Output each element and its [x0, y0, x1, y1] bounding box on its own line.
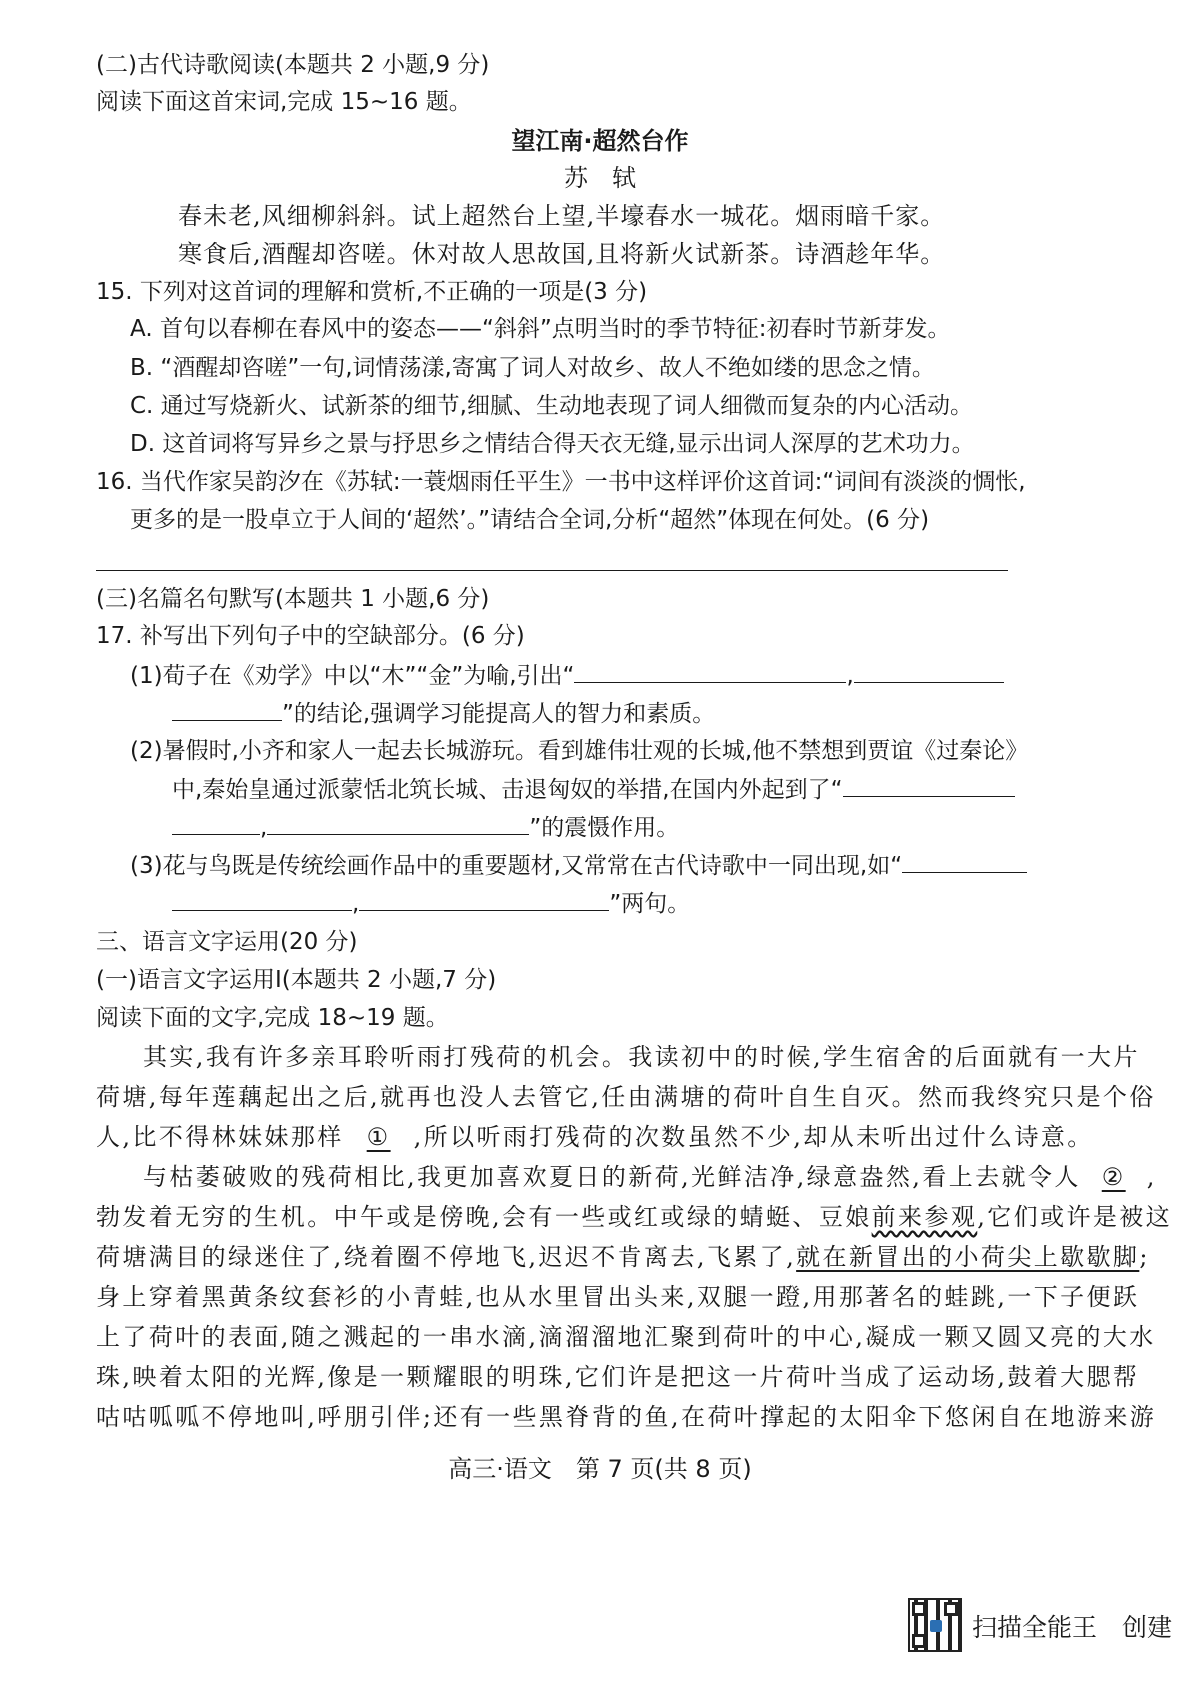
question-17-item-3-line-1	[130, 850, 1027, 881]
question-15-stem: 15. 下列对这首词的理解和赏析,不正确的一项是(3 分)	[96, 279, 648, 305]
passage-text: ,	[1146, 1163, 1157, 1191]
passage-text: 荷塘满目的绿迷住了,绕着圈不停地飞,迟迟不肯离去,飞累了,	[96, 1243, 797, 1271]
question-16-line-1: 16. 当代作家吴韵汐在《苏轼:一蓑烟雨任平生》一书中这样评价这首词:“词间有淡淡的惆怅,	[96, 469, 1026, 495]
underlined-phrase: 就在新冒出的小荷尖上歇歇脚	[796, 1243, 1140, 1271]
fill-blank[interactable]	[359, 888, 609, 911]
fill-blank[interactable]	[854, 660, 1004, 683]
item-1-text-start: (1)荀子在《劝学》中以“木”“金”为喻,引出“	[130, 663, 575, 689]
question-17-stem: 17. 补写出下列句子中的空缺部分。(6 分)	[96, 623, 525, 649]
question-15-option-b: B. “酒醒却咨嗟”一句,词情荡漾,寄寓了词人对故乡、故人不绝如缕的思念之情。	[130, 355, 935, 381]
passage-text: ,所以听雨打残荷的次数虽然不少,却从未听出过什么诗意。	[413, 1123, 1094, 1151]
poem-line-1: 春未老,风细柳斜斜。试上超然台上望,半壕春水一城花。烟雨暗千家。	[178, 202, 946, 230]
question-17-item-1-cont	[172, 698, 715, 729]
answer-line	[96, 570, 1008, 571]
passage-text: 人,比不得林妹妹那样	[96, 1123, 344, 1151]
blank-marker-1: ①	[366, 1123, 391, 1151]
question-17-item-2-line-2	[172, 774, 1015, 805]
passage-line: 咕咕呱呱不停地叫,呼朋引伴;还有一些黑脊背的鱼,在荷叶撑起的太阳伞下悠闲自在地游来游	[96, 1403, 1157, 1431]
section-header-famous-lines: (三)名篇名句默写(本题共 1 小题,6 分)	[96, 586, 490, 612]
fill-blank[interactable]	[902, 850, 1027, 873]
passage-line: 珠,映着太阳的光辉,像是一颗耀眼的明珠,它们许是把这一片荷叶当成了运动场,鼓着大腮帮	[96, 1363, 1140, 1391]
passage-text: ;	[1139, 1243, 1150, 1271]
poetry-instruction: 阅读下面这首宋词,完成 15~16 题。	[96, 89, 472, 115]
passage-line	[143, 1162, 1157, 1192]
passage-text: ,它们或许是被这	[977, 1203, 1173, 1231]
passage-line: 上了荷叶的表面,随之溅起的一串水滴,滴溜溜地汇聚到荷叶的中心,凝成一颗又圆又亮的大水	[96, 1323, 1156, 1351]
page-footer: 高三·语文 第 7 页(共 8 页)	[448, 1455, 752, 1483]
question-17-item-2-line-3	[172, 812, 679, 843]
blank-marker-2: ②	[1101, 1163, 1126, 1191]
fill-blank[interactable]	[172, 698, 282, 721]
section-header-ancient-poetry: (二)古代诗歌阅读(本题共 2 小题,9 分)	[96, 52, 490, 78]
passage-text: 勃发着无穷的生机。中午或是傍晚,会有一些或红或绿的蜻蜓、豆娘	[96, 1203, 872, 1231]
poem-author: 苏 轼	[564, 164, 636, 192]
subsection-header: (一)语言文字运用Ⅰ(本题共 2 小题,7 分)	[96, 967, 497, 993]
passage-line: 荷塘,每年莲藕起出之后,就再也没人去管它,任由满塘的荷叶自生自灭。然而我终究只是个俗	[96, 1083, 1156, 1111]
item-3-text: (3)花与鸟既是传统绘画作品中的重要题材,又常常在古代诗歌中一同出现,如“	[130, 853, 903, 879]
item-2-comma: ,	[260, 815, 268, 841]
question-15-option-c: C. 通过写烧新火、试新茶的细节,细腻、生动地表现了词人细微而复杂的内心活动。	[130, 393, 973, 419]
passage-line: 身上穿着黑黄条纹套衫的小青蛙,也从水里冒出头来,双腿一蹬,用那著名的蛙跳,一下子便跃	[96, 1283, 1140, 1311]
poem-line-2: 寒食后,酒醒却咨嗟。休对故人思故国,且将新火试新茶。诗酒趁年华。	[178, 240, 946, 268]
question-16-line-2: 更多的是一股卓立于人间的‘超然’。”请结合全词,分析“超然”体现在何处。(6 分)	[130, 507, 930, 533]
qr-code-icon	[908, 1598, 962, 1652]
fill-blank[interactable]	[172, 888, 352, 911]
fill-blank[interactable]	[574, 660, 846, 683]
passage-line	[96, 1202, 1172, 1232]
question-17-item-2-line-1: (2)暑假时,小齐和家人一起去长城游玩。看到雄伟壮观的长城,他不禁想到贾谊《过秦论》	[130, 738, 1029, 764]
item-3-text-end: ”两句。	[609, 891, 691, 917]
item-1-comma: ,	[846, 663, 854, 689]
section-header-language-use: 三、语言文字运用(20 分)	[96, 929, 358, 955]
fill-blank[interactable]	[843, 774, 1015, 797]
passage-line	[96, 1122, 1094, 1152]
question-15-option-a: A. 首句以春柳在春风中的姿态——“斜斜”点明当时的季节特征:初春时节新芽发。	[130, 316, 951, 342]
wavy-underlined-phrase: 前来参观	[871, 1203, 978, 1231]
question-15-option-d: D. 这首词将写异乡之景与抒思乡之情结合得天衣无缝,显示出词人深厚的艺术功力。	[130, 431, 975, 457]
passage-line	[96, 1242, 1150, 1272]
item-3-comma: ,	[352, 891, 360, 917]
fill-blank[interactable]	[172, 812, 260, 835]
item-2-text-end: ”的震慑作用。	[529, 815, 680, 841]
scanner-watermark: 扫描全能王 创建	[972, 1613, 1173, 1642]
passage-instruction: 阅读下面的文字,完成 18~19 题。	[96, 1005, 449, 1031]
question-17-item-3-line-2	[172, 888, 690, 919]
qr-logo	[930, 1620, 942, 1632]
passage-line: 其实,我有许多亲耳聆听雨打残荷的机会。我读初中的时候,学生宿舍的后面就有一大片	[143, 1043, 1140, 1071]
poem-title: 望江南·超然台作	[511, 127, 689, 155]
fill-blank[interactable]	[267, 812, 529, 835]
question-17-item-1	[130, 660, 1004, 691]
item-2-text: 中,秦始皇通过派蒙恬北筑长城、击退匈奴的举措,在国内外起到了“	[172, 777, 843, 803]
passage-text: 与枯萎破败的残荷相比,我更加喜欢夏日的新荷,光鲜洁净,绿意盎然,看上去就令人	[143, 1163, 1081, 1191]
item-1-text-end: ”的结论,强调学习能提高人的智力和素质。	[282, 701, 716, 727]
qr-finder-pattern	[912, 1634, 926, 1648]
